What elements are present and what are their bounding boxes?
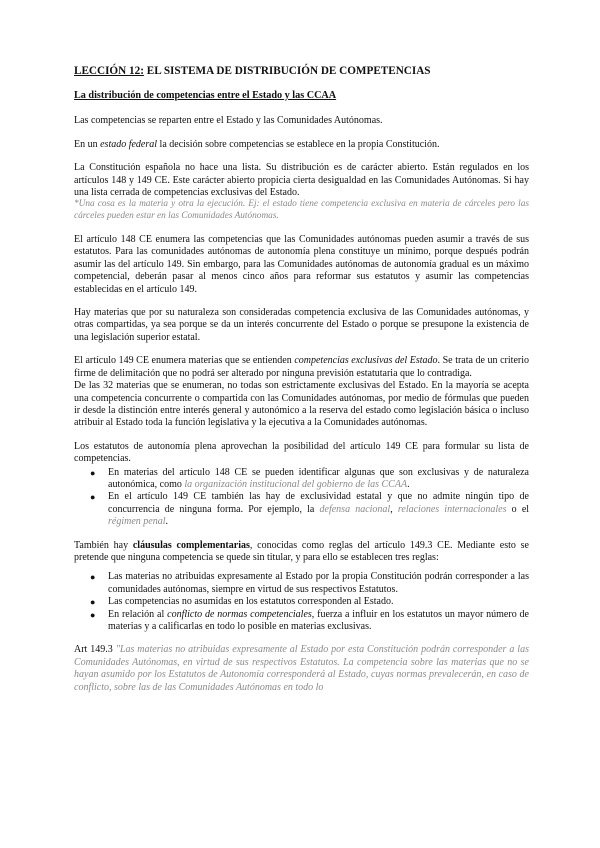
section-heading: La distribución de competencias entre el Estado y las CCAA (74, 90, 337, 101)
bullet-list-2 (74, 571, 529, 633)
lesson-name: EL SISTEMA DE DISTRIBUCIÓN DE COMPETENCIAS (143, 65, 431, 77)
bullet-icon: ● (90, 492, 96, 503)
list-item: ● En materias del artículo 148 CE se pueden identificar algunas que son exclusivas y de naturaleza autonómica, como la organización institucional del gobierno de las CCAA. (90, 466, 529, 490)
article-label: Art 149.3 (74, 644, 116, 656)
article-quote-paragraph (74, 644, 529, 694)
emphasis-clausulas: cláusulas complementarias (132, 539, 250, 551)
paragraph-1: Las competencias se reparten entre el Estado y las Comunidades Autónomas. (74, 115, 383, 127)
bullet-icon: ● (90, 467, 96, 478)
paragraph-3-note: *Una cosa es la materia y otra la ejecución. Ej: el estado tiene competencia exclusiva en materia de cárceles pero las cárceles pueden estar en las Comunidades Autónomas. (74, 199, 529, 222)
paragraph-2: En un estado federal la decisión sobre competencias se establece en la propia Constitución. (74, 138, 440, 150)
paragraph-7: De las 32 materias que se enumeran, no todas son estrictamente exclusivas del Estado. En la mayoría se acepta una competencia concurrente o compartida con las Comunidades autónomas, por medio de fórmulas que pueden ir desde la distinción entre interés general y autonómico a la reserva del estado como legislación básica o incluso atribuir al Estado toda la función legislativa y la ejecutiva a la Comunidades autónomas. (74, 380, 529, 429)
paragraph-4: El artículo 148 CE enumera las competencias que las Comunidades autónomas pueden asumir a través de sus estatutos. Para las comunidades autónomas de autonomía plena constituye un mínimo, porque después podrán asumir las del artículo 149. Sin embargo, para las Comunidades autónomas de autonomía gradual es un máximo competencial, deberán pasar al menos cinco años para reformar sus estatutos y asumir las competencias establecidas en el artículo 149. (74, 234, 529, 295)
document-body (74, 64, 529, 694)
bullet-icon: ● (90, 572, 96, 583)
paragraph-6: El artículo 149 CE enumera materias que se entienden competencias exclusivas del Estado. Se trata de un criterio firme de delimitación que no podrá ser alterado por ninguna previsión estatutaria que lo contradiga. (74, 355, 529, 379)
bullet-icon: ● (90, 597, 96, 608)
emphasis-competencias-exclusivas: competencias exclusivas del Estado (294, 355, 438, 367)
bullet-icon: ● (90, 609, 96, 620)
list-item: ● En el artículo 149 CE también las hay de exclusividad estatal y que no admite ningún tipo de concurrencia de ninguna forma. Por ejemplo, la defensa nacional, relaciones internacionales o el régimen penal. (90, 491, 530, 528)
paragraph-9: También hay cláusulas complementarias, conocidas como reglas del artículo 149.3 CE. Mediante esto se pretende que ninguna competencia se quede sin titular, y para ello se establecen tres reglas: (74, 539, 529, 563)
list-item: ● Las materias no atribuidas expresamente al Estado por la propia Constitución podrán corresponder a las comunidades autónomas, siempre en virtud de sus respectivos Estatutos. (90, 571, 529, 595)
paragraph-3: La Constitución española no hace una lista. Su distribución es de carácter abierto. Están regulados en los artículos 148 y 149 CE. Este carácter abierto propicia cierta desigualdad en las Comunidades Autónomas. Si hay una lista cerrada de competencias exclusivas del Estado. (74, 162, 529, 199)
list-item: ● En relación al conflicto de normas competenciales, fuerza a influir en los estatutos un mayor número de materias y a calificarlas en todo lo posible en materias exclusivas. (90, 608, 529, 632)
lesson-title (74, 64, 529, 78)
paragraph-5: Hay materias que por su naturaleza son consideradas competencia exclusiva de las Comunidades autónomas, y otras compartidas, ya sea porque se da un interés concurrente del Estado o porque se presupone la existencia de una legislación superior estatal. (74, 307, 529, 343)
article-quote: "Las materias no atribuidas expresamente al Estado por esta Constitución podrán corresponder a las Comunidades Autónomas, en virtud de sus respectivos Estatutos. La competencia sobre las materias que no se hayan asumido por los Estatutos de Autonomía corresponderá al Estado, cuyas normas prevalecerán, en caso de conflicto, sobre las de las Comunidades Autónomas en todo lo (74, 644, 529, 693)
bullet-list-1 (74, 467, 529, 529)
list-item: ● Las competencias no asumidas en los estatutos corresponden al Estado. (90, 596, 394, 608)
lesson-number: LECCIÓN 12: (74, 65, 144, 77)
paragraph-8: Los estatutos de autonomía plena aprovechan la posibilidad del artículo 149 CE para formular su lista de competencias. (74, 440, 529, 465)
emphasis-estado-federal: estado federal (100, 138, 158, 150)
